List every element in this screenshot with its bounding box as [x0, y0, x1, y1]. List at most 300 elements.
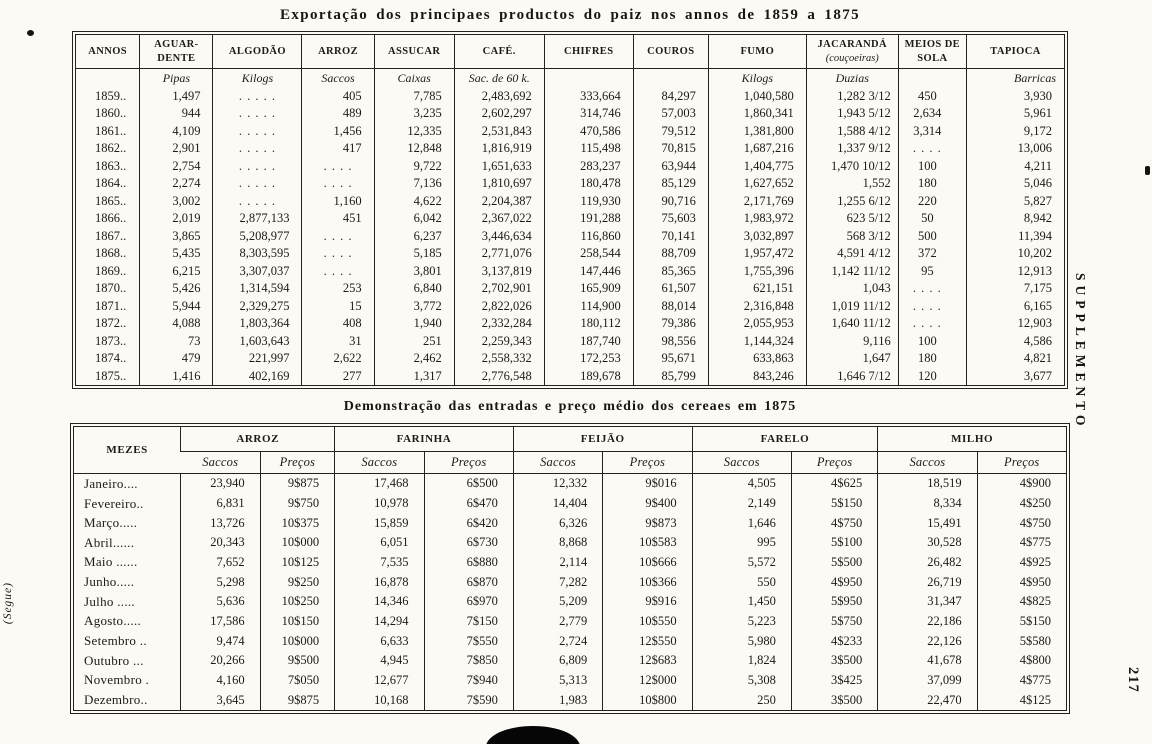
value-cell: 1,640 11/12: [806, 315, 898, 332]
column-header-line: COUROS: [647, 45, 695, 57]
value-cell: 9,722: [374, 158, 454, 175]
value-cell: 2,754: [140, 158, 213, 175]
value-cell: 98,556: [633, 332, 708, 349]
unit-cell: [544, 69, 633, 88]
year-cell: 1865..: [95, 193, 127, 208]
value-cell: 120: [898, 367, 966, 385]
value-cell: 5$150: [977, 612, 1066, 632]
value-cell: . . . .: [898, 280, 966, 297]
value-cell: 6$500: [424, 474, 513, 494]
value-cell: 75,603: [633, 210, 708, 227]
exports-table: [75, 34, 1065, 386]
value-cell: . . . . .: [213, 123, 302, 140]
exports-data-row: [76, 123, 1065, 140]
value-cell: 253: [302, 280, 374, 297]
value-cell: 3,307,037: [213, 262, 302, 279]
exports-table-title: Exportação dos principaes productos do paiz nos annos de 1859 a 1875: [279, 7, 861, 23]
value-cell: 13,006: [966, 140, 1064, 157]
month-cell: Fevereiro..: [84, 495, 144, 511]
value-cell: 2,531,843: [454, 123, 544, 140]
value-cell: 2,329,275: [213, 297, 302, 314]
value-cell: 1,755,396: [708, 262, 806, 279]
subcolumn-header: Saccos: [181, 452, 260, 474]
cereals-data-row: [74, 651, 1067, 671]
value-cell: 2,771,076: [454, 245, 544, 262]
unit-cell: Pipas: [140, 69, 213, 88]
value-cell: 2,316,848: [708, 297, 806, 314]
group-header: FARINHA: [335, 427, 514, 452]
value-cell: 6,840: [374, 280, 454, 297]
value-cell: 180: [898, 350, 966, 367]
year-cell: 1862..: [95, 141, 127, 156]
value-cell: 995: [692, 533, 791, 553]
value-cell: 73: [140, 332, 213, 349]
value-cell: 6,165: [966, 297, 1064, 314]
value-cell: 250: [692, 690, 791, 710]
value-cell: 1,416: [140, 367, 213, 385]
value-cell: 180,478: [544, 175, 633, 192]
value-cell: 14,294: [335, 612, 424, 632]
value-cell: 6$420: [424, 513, 513, 533]
column-header: [213, 35, 302, 69]
value-cell: 7,175: [966, 280, 1064, 297]
subcolumn-header: Preços: [977, 452, 1066, 474]
value-cell: 4,211: [966, 158, 1064, 175]
column-header-line: MEIOS DE: [904, 39, 961, 50]
value-cell: 5,435: [140, 245, 213, 262]
month-cell: Julho .....: [84, 593, 135, 609]
cereals-data-row: [74, 553, 1067, 573]
value-cell: 2,332,284: [454, 315, 544, 332]
column-header-line: ANNOS: [88, 45, 128, 57]
month-cell: Agosto.....: [84, 613, 142, 629]
value-cell: 12,848: [374, 140, 454, 157]
subcolumn-header: Saccos: [335, 452, 424, 474]
ink-blot: [486, 726, 580, 744]
value-cell: 4,622: [374, 193, 454, 210]
value-cell: 4$775: [977, 671, 1066, 691]
value-cell: 2,622: [302, 350, 374, 367]
value-cell: 2,901: [140, 140, 213, 157]
value-cell: 12,913: [966, 262, 1064, 279]
exports-units-row: [76, 69, 1065, 88]
column-header-line: ARROZ: [318, 45, 358, 57]
month-cell: Março.....: [84, 515, 138, 531]
exports-data-row: [76, 175, 1065, 192]
value-cell: 621,151: [708, 280, 806, 297]
value-cell: 63,944: [633, 158, 708, 175]
value-cell: 9,116: [806, 332, 898, 349]
value-cell: 2,055,953: [708, 315, 806, 332]
value-cell: 1,552: [806, 175, 898, 192]
year-cell: 1868..: [95, 246, 127, 261]
value-cell: 3,002: [140, 193, 213, 210]
value-cell: . . . .: [898, 297, 966, 314]
exports-data-row: [76, 262, 1065, 279]
value-cell: 79,386: [633, 315, 708, 332]
value-cell: 180: [898, 175, 966, 192]
value-cell: 372: [898, 245, 966, 262]
group-header: MILHO: [878, 427, 1067, 452]
value-cell: 2,724: [513, 631, 602, 651]
value-cell: 2,171,769: [708, 193, 806, 210]
value-cell: 3,314: [898, 123, 966, 140]
value-cell: 405: [302, 88, 374, 105]
value-cell: 84,297: [633, 88, 708, 105]
value-cell: 944: [140, 105, 213, 122]
value-cell: 1,144,324: [708, 332, 806, 349]
value-cell: 4,591 4/12: [806, 245, 898, 262]
year-cell: 1870..: [95, 281, 127, 296]
value-cell: 1,687,216: [708, 140, 806, 157]
column-header-line: DENTE: [157, 52, 196, 64]
value-cell: . . . .: [302, 228, 374, 245]
value-cell: 5$100: [791, 533, 877, 553]
exports-data-row: [76, 332, 1065, 349]
value-cell: 8,942: [966, 210, 1064, 227]
value-cell: 568 3/12: [806, 228, 898, 245]
value-cell: 3,235: [374, 105, 454, 122]
year-cell: 1861..: [95, 123, 127, 138]
value-cell: 1,497: [140, 88, 213, 105]
column-header: [633, 35, 708, 69]
unit-cell: [898, 69, 966, 88]
value-cell: 7,652: [181, 553, 260, 573]
value-cell: 1,816,919: [454, 140, 544, 157]
value-cell: 221,997: [213, 350, 302, 367]
subcolumn-header: Preços: [791, 452, 877, 474]
value-cell: 2,259,343: [454, 332, 544, 349]
value-cell: 5,426: [140, 280, 213, 297]
column-header-line: CAFÉ.: [482, 45, 516, 57]
value-cell: 7$590: [424, 690, 513, 710]
value-cell: 70,141: [633, 228, 708, 245]
value-cell: 2,274: [140, 175, 213, 192]
subcolumn-header: Saccos: [878, 452, 977, 474]
value-cell: 5,298: [181, 572, 260, 592]
value-cell: 4,160: [181, 671, 260, 691]
value-cell: 5,208,977: [213, 228, 302, 245]
value-cell: 402,169: [213, 367, 302, 385]
value-cell: 1,282 3/12: [806, 88, 898, 105]
value-cell: 37,099: [878, 671, 977, 691]
value-cell: 1,450: [692, 592, 791, 612]
subcolumn-header: Preços: [260, 452, 334, 474]
value-cell: 100: [898, 332, 966, 349]
cereals-data-row: [74, 671, 1067, 691]
value-cell: 4$750: [977, 513, 1066, 533]
value-cell: 1,803,364: [213, 315, 302, 332]
month-cell: Novembro .: [84, 672, 150, 688]
value-cell: 6,215: [140, 262, 213, 279]
value-cell: 5,308: [692, 671, 791, 691]
column-header-line: JACARANDÁ: [817, 39, 888, 50]
cereals-table-frame: [70, 423, 1070, 714]
value-cell: 9$875: [260, 690, 334, 710]
value-cell: 22,126: [878, 631, 977, 651]
value-cell: 1,040,580: [708, 88, 806, 105]
value-cell: 172,253: [544, 350, 633, 367]
value-cell: 85,129: [633, 175, 708, 192]
value-cell: 100: [898, 158, 966, 175]
cereals-data-row: [74, 631, 1067, 651]
value-cell: 1,603,643: [213, 332, 302, 349]
month-cell: Junho.....: [84, 574, 135, 590]
column-header-line: TAPIOCA: [990, 45, 1041, 57]
value-cell: 31: [302, 332, 374, 349]
value-cell: 12,335: [374, 123, 454, 140]
value-cell: 5,185: [374, 245, 454, 262]
value-cell: 12,677: [335, 671, 424, 691]
exports-data-row: [76, 367, 1065, 385]
value-cell: 79,512: [633, 123, 708, 140]
value-cell: 1,255 6/12: [806, 193, 898, 210]
value-cell: 15,491: [878, 513, 977, 533]
value-cell: 2,776,548: [454, 367, 544, 385]
value-cell: 4$750: [791, 513, 877, 533]
value-cell: 1,647: [806, 350, 898, 367]
value-cell: 6$880: [424, 553, 513, 573]
value-cell: 41,678: [878, 651, 977, 671]
value-cell: 10,978: [335, 494, 424, 514]
value-cell: 13,726: [181, 513, 260, 533]
value-cell: 277: [302, 367, 374, 385]
value-cell: 4,586: [966, 332, 1064, 349]
value-cell: 189,678: [544, 367, 633, 385]
supplement-side-label: SUPPLEMENTO: [1073, 273, 1088, 431]
exports-table-frame: [72, 31, 1068, 389]
value-cell: 7$150: [424, 612, 513, 632]
value-cell: 9,474: [181, 631, 260, 651]
value-cell: 26,482: [878, 553, 977, 573]
cereals-data-row: [74, 494, 1067, 514]
value-cell: 30,528: [878, 533, 977, 553]
cereals-group-header-row: [74, 427, 1067, 452]
value-cell: 251: [374, 332, 454, 349]
value-cell: 5,209: [513, 592, 602, 612]
value-cell: 1,646: [692, 513, 791, 533]
value-cell: 23,940: [181, 474, 260, 494]
value-cell: 3$500: [791, 651, 877, 671]
value-cell: 180,112: [544, 315, 633, 332]
value-cell: 17,586: [181, 612, 260, 632]
value-cell: 22,470: [878, 690, 977, 710]
value-cell: 3,930: [966, 88, 1064, 105]
value-cell: 2,702,901: [454, 280, 544, 297]
column-header: [140, 35, 213, 69]
value-cell: 4$925: [977, 553, 1066, 573]
value-cell: 3,137,819: [454, 262, 544, 279]
cereals-data-row: [74, 592, 1067, 612]
value-cell: 1,314,594: [213, 280, 302, 297]
value-cell: 333,664: [544, 88, 633, 105]
value-cell: 408: [302, 315, 374, 332]
page-number: 217: [1125, 667, 1141, 694]
value-cell: 1,983: [513, 690, 602, 710]
value-cell: 1,860,341: [708, 105, 806, 122]
value-cell: 5,980: [692, 631, 791, 651]
value-cell: 5$580: [977, 631, 1066, 651]
value-cell: 115,498: [544, 140, 633, 157]
month-cell: Dezembro..: [84, 692, 148, 708]
value-cell: 450: [898, 88, 966, 105]
value-cell: 4$950: [791, 572, 877, 592]
value-cell: 10$800: [603, 690, 692, 710]
column-header: [76, 35, 140, 69]
value-cell: 10$000: [260, 533, 334, 553]
value-cell: 1,337 9/12: [806, 140, 898, 157]
value-cell: 17,468: [335, 474, 424, 494]
value-cell: 15: [302, 297, 374, 314]
value-cell: 16,878: [335, 572, 424, 592]
value-cell: . . . . .: [213, 175, 302, 192]
value-cell: 4,505: [692, 474, 791, 494]
value-cell: 12,332: [513, 474, 602, 494]
value-cell: 147,446: [544, 262, 633, 279]
value-cell: 116,860: [544, 228, 633, 245]
value-cell: 15,859: [335, 513, 424, 533]
exports-data-row: [76, 210, 1065, 227]
value-cell: 1,160: [302, 193, 374, 210]
value-cell: 10$125: [260, 553, 334, 573]
column-header-line: (couçoeiras): [825, 52, 879, 64]
value-cell: 20,343: [181, 533, 260, 553]
year-cell: 1871..: [95, 298, 127, 313]
value-cell: 2,779: [513, 612, 602, 632]
value-cell: 4$775: [977, 533, 1066, 553]
months-column-header: MEZES: [74, 427, 181, 474]
value-cell: 314,746: [544, 105, 633, 122]
value-cell: 6,051: [335, 533, 424, 553]
cereals-data-row: [74, 474, 1067, 494]
value-cell: 6$730: [424, 533, 513, 553]
value-cell: 1,142 11/12: [806, 262, 898, 279]
ink-speck: [1145, 166, 1150, 175]
month-cell: Setembro ..: [84, 633, 147, 649]
value-cell: 2,462: [374, 350, 454, 367]
subcolumn-header: Preços: [424, 452, 513, 474]
value-cell: 9$875: [260, 474, 334, 494]
value-cell: 85,799: [633, 367, 708, 385]
year-cell: 1872..: [95, 316, 127, 331]
value-cell: 1,381,800: [708, 123, 806, 140]
value-cell: 95,671: [633, 350, 708, 367]
value-cell: 1,943 5/12: [806, 105, 898, 122]
value-cell: . . . . .: [213, 158, 302, 175]
value-cell: 165,909: [544, 280, 633, 297]
value-cell: . . . .: [302, 245, 374, 262]
exports-data-row: [76, 315, 1065, 332]
value-cell: 10$666: [603, 553, 692, 573]
value-cell: 7$850: [424, 651, 513, 671]
column-header: [708, 35, 806, 69]
value-cell: 2,149: [692, 494, 791, 514]
value-cell: 2,367,022: [454, 210, 544, 227]
value-cell: 4$825: [977, 592, 1066, 612]
value-cell: 10$366: [603, 572, 692, 592]
value-cell: 5,944: [140, 297, 213, 314]
value-cell: 10,168: [335, 690, 424, 710]
exports-data-row: [76, 193, 1065, 210]
value-cell: 5,572: [692, 553, 791, 573]
value-cell: 2,822,026: [454, 297, 544, 314]
cereals-data-row: [74, 533, 1067, 553]
value-cell: 1,957,472: [708, 245, 806, 262]
value-cell: 88,014: [633, 297, 708, 314]
unit-cell: Sac. de 60 k.: [454, 69, 544, 88]
unit-cell: Kilogs: [708, 69, 806, 88]
value-cell: 1,810,697: [454, 175, 544, 192]
value-cell: 7,535: [335, 553, 424, 573]
exports-header-row: [76, 35, 1065, 69]
value-cell: 9$500: [260, 651, 334, 671]
value-cell: 9,172: [966, 123, 1064, 140]
value-cell: . . . .: [302, 262, 374, 279]
value-cell: 4$900: [977, 474, 1066, 494]
value-cell: 1,824: [692, 651, 791, 671]
value-cell: . . . .: [302, 158, 374, 175]
value-cell: 258,544: [544, 245, 633, 262]
value-cell: 417: [302, 140, 374, 157]
value-cell: 3,677: [966, 367, 1064, 385]
value-cell: 1,983,972: [708, 210, 806, 227]
column-header: [302, 35, 374, 69]
value-cell: . . . .: [898, 140, 966, 157]
value-cell: 3,865: [140, 228, 213, 245]
value-cell: 6$470: [424, 494, 513, 514]
year-cell: 1866..: [95, 211, 127, 226]
value-cell: 10$583: [603, 533, 692, 553]
value-cell: 4$233: [791, 631, 877, 651]
value-cell: 14,346: [335, 592, 424, 612]
subcolumn-header: Preços: [603, 452, 692, 474]
value-cell: 6$870: [424, 572, 513, 592]
value-cell: 4$250: [977, 494, 1066, 514]
value-cell: 2,877,133: [213, 210, 302, 227]
value-cell: 85,365: [633, 262, 708, 279]
value-cell: 7,136: [374, 175, 454, 192]
column-header: [806, 35, 898, 69]
exports-data-row: [76, 297, 1065, 314]
value-cell: 1,019 11/12: [806, 297, 898, 314]
value-cell: 451: [302, 210, 374, 227]
value-cell: 14,404: [513, 494, 602, 514]
value-cell: 2,019: [140, 210, 213, 227]
value-cell: 4$950: [977, 572, 1066, 592]
value-cell: 5$750: [791, 612, 877, 632]
exports-data-row: [76, 350, 1065, 367]
value-cell: . . . . .: [213, 140, 302, 157]
value-cell: 90,716: [633, 193, 708, 210]
column-header: [454, 35, 544, 69]
value-cell: 6,326: [513, 513, 602, 533]
value-cell: 1,627,652: [708, 175, 806, 192]
value-cell: 18,519: [878, 474, 977, 494]
year-cell: 1875..: [95, 368, 127, 383]
value-cell: 10$000: [260, 631, 334, 651]
year-cell: 1863..: [95, 158, 127, 173]
value-cell: 31,347: [878, 592, 977, 612]
value-cell: 187,740: [544, 332, 633, 349]
value-cell: 6,237: [374, 228, 454, 245]
column-header-line: CHIFRES: [563, 45, 614, 57]
year-cell: 1874..: [95, 351, 127, 366]
value-cell: 20,266: [181, 651, 260, 671]
cereals-subheader-row: [74, 452, 1067, 474]
value-cell: 9$400: [603, 494, 692, 514]
exports-data-row: [76, 158, 1065, 175]
value-cell: 6,831: [181, 494, 260, 514]
